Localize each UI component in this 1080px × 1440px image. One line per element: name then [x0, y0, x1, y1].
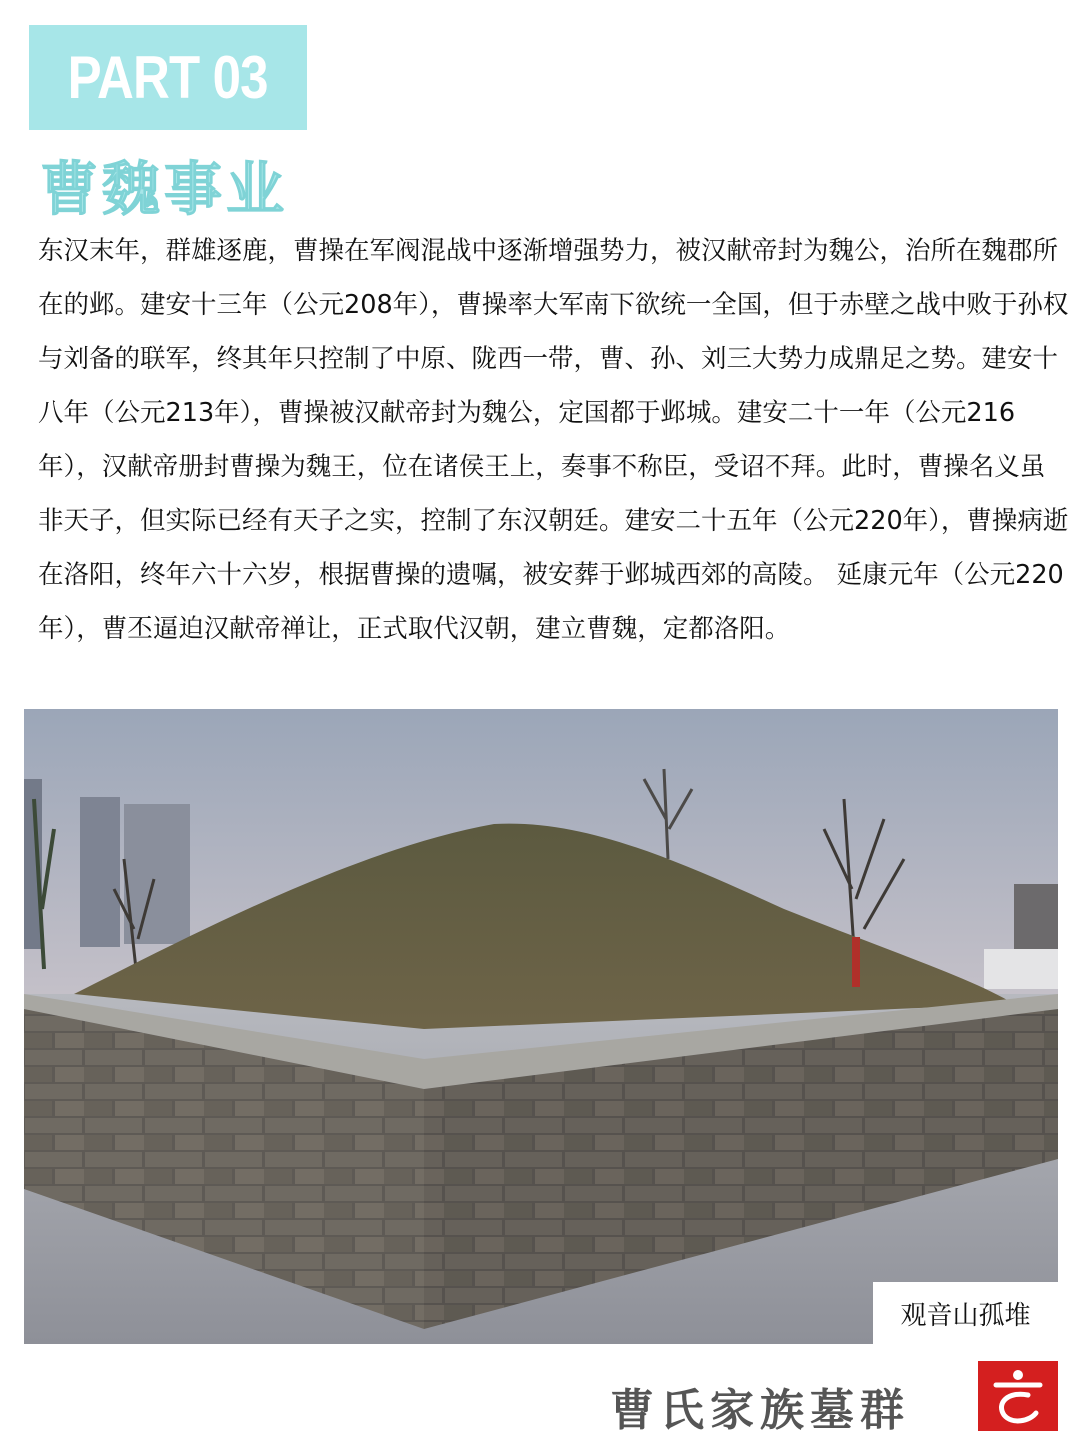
brand-logo-icon [978, 1361, 1058, 1431]
article-paragraph: 东汉末年，群雄逐鹿，曹操在军阀混战中逐渐增强势力，被汉献帝封为魏公，治所在魏郡所在的邺。建安十三年（公元208年），曹操率大军南下欲统一全国，但于赤壁之战中败于孙权与刘备的联军，终其年只控制了中原、陇西一带，曹、孙、刘三大势力成鼎足之势。建安十八年（公元213年），曹操被汉献帝封为魏公，定国都于邺城。建安二十一年（公元216年），汉献帝册封曹操为魏王，位在诸侯王上，奏事不称臣，受诏不拜。此时，曹操名义虽非天子，但实际已经有天子之实，控制了东汉朝廷。建安二十五年（公元220年），曹操病逝在洛阳，终年六十六岁，根据曹操的遗嘱，被安葬于邺城西郊的高陵。 延康元年（公元220年），曹丕逼迫汉献帝禅让，正式取代汉朝，建立曹魏，定都洛阳。 [38, 236, 1069, 644]
mound-photo-illustration [24, 709, 1058, 1344]
section-title: 曹魏事业 [40, 155, 289, 223]
part-badge [29, 25, 307, 130]
logo-mark-icon [978, 1361, 1058, 1431]
mound-photo [24, 709, 1058, 1344]
part-label: PART 03 [67, 44, 268, 111]
footer-brand: 曹氏家族墓群 [610, 1385, 910, 1436]
photo-caption: 观音山孤堆 [873, 1282, 1058, 1344]
